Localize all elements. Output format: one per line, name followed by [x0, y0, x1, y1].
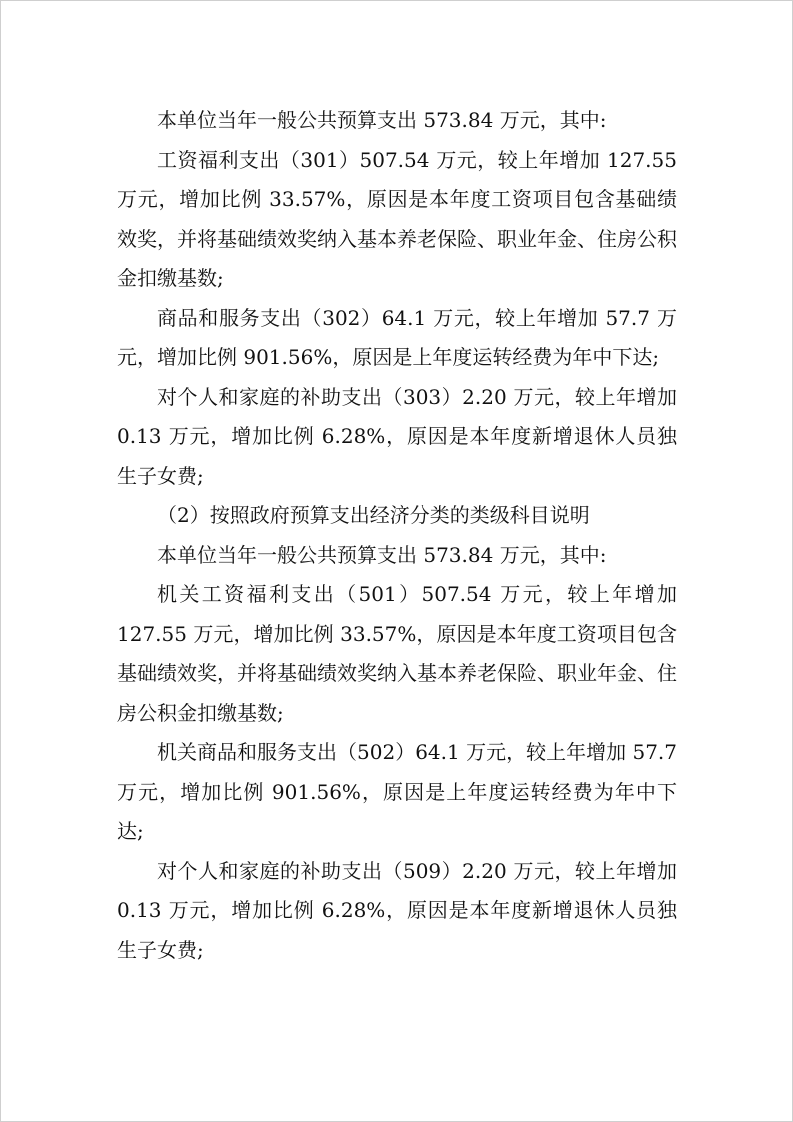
paragraph-total-budget: 本单位当年一般公共预算支出 573.84 万元，其中:	[157, 108, 607, 132]
paragraph-total-budget-2: 本单位当年一般公共预算支出 573.84 万元，其中:	[157, 542, 607, 567]
paragraph-subsidies-509: 对个人和家庭的补助支出（509）2.20 万元，较上年增加 0.13 万元，增加比例 6.28%，原因是本年度新增退休人员独生子女费;	[117, 858, 677, 962]
document-body	[117, 101, 677, 970]
section-heading-classification: （2）按照政府预算支出经济分类的类级科目说明	[157, 503, 590, 527]
paragraph-goods-services-302: 商品和服务支出（302）64.1 万元，较上年增加 57.7 万元，增加比例 901.56%，原因是上年度运转经费为年中下达;	[117, 305, 677, 369]
paragraph-wages-501: 机关工资福利支出（501）507.54 万元，较上年增加 127.55 万元，增加比例 33.57%，原因是本年度工资项目包含基础绩效奖，并将基础绩效奖纳入基本养老保险、职业年金、住房公积金扣缴基数;	[117, 582, 677, 725]
paragraph-goods-services-502: 机关商品和服务支出（502）64.1 万元，较上年增加 57.7 万元，增加比例 901.56%，原因是上年度运转经费为年中下达;	[117, 740, 677, 843]
paragraph-wages-301: 工资福利支出（301）507.54 万元，较上年增加 127.55 万元，增加比例 33.57%，原因是本年度工资项目包含基础绩效奖，并将基础绩效奖纳入基本养老保险、职业年金、住房公积金扣缴基数;	[117, 147, 677, 290]
paragraph-subsidies-303: 对个人和家庭的补助支出（303）2.20 万元，较上年增加 0.13 万元，增加比例 6.28%，原因是本年度新增退休人员独生子女费;	[117, 384, 677, 488]
